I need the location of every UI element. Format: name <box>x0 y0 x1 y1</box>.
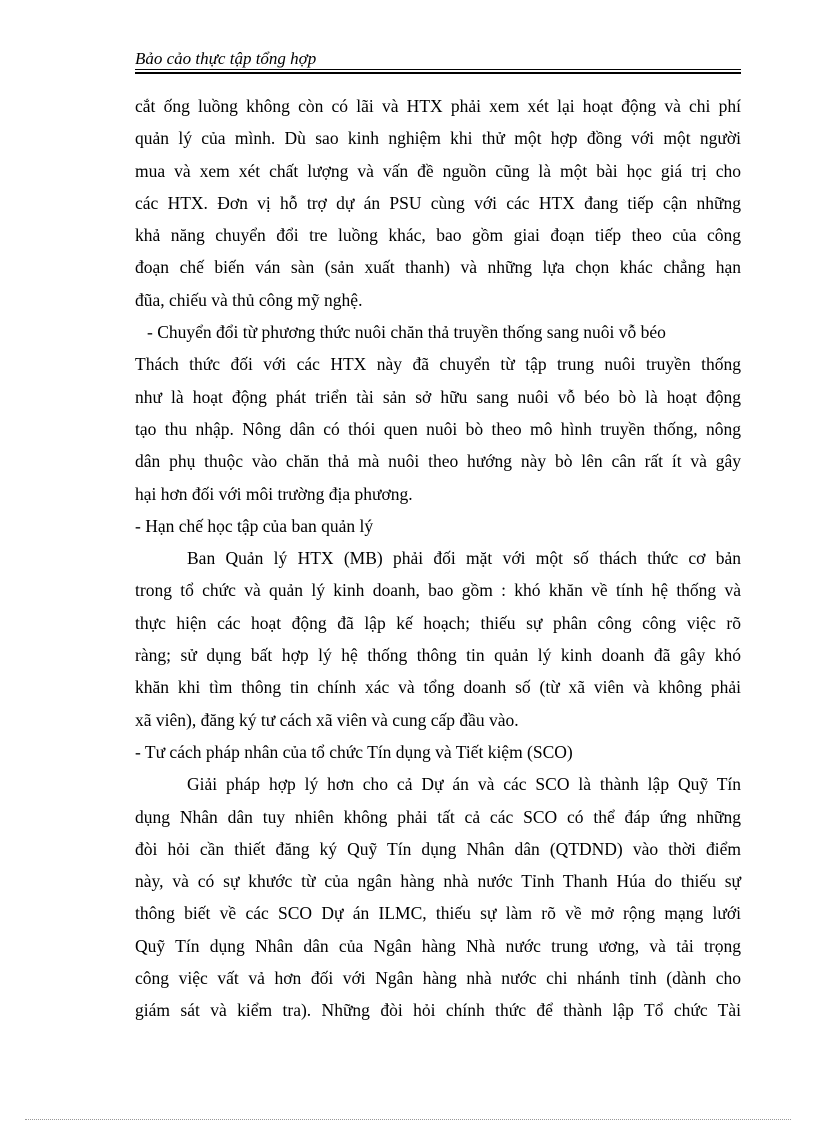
body-text-line: tạo thu nhập. Nông dân có thói quen nuôi bò theo mô hình truyền thống, nông <box>135 418 741 439</box>
body-text-line: Quỹ Tín dụng Nhân dân của Ngân hàng Nhà nước trung ương, và tải trọng <box>135 935 741 956</box>
body-text-line: đũa, chiếu và thủ công mỹ nghệ. <box>135 289 363 310</box>
body-text-line: các HTX. Đơn vị hỗ trợ dự án PSU cùng với các HTX đang tiếp cận những <box>135 192 741 213</box>
page-header-title: Bảo cảo thực tập tổng hợp <box>135 49 317 68</box>
body-text-line: đoạn chế biến ván sàn (sản xuất thanh) và những lựa chọn khác chẳng hạn <box>135 257 741 278</box>
body-text-line: này, và có sự khước từ của ngân hàng nhà nước Tỉnh Thanh Húa do thiếu sự <box>135 871 741 892</box>
document-body <box>135 90 741 1027</box>
body-text-line: Giải pháp hợp lý hơn cho cả Dự án và các SCO là thành lập Quỹ Tín <box>187 774 741 795</box>
body-text-line: quản lý của mình. Dù sao kinh nghiệm khi thử một hợp đồng với một người <box>135 128 741 149</box>
body-text-line: dụng Nhân dân tuy nhiên không phải tất cả các SCO có thể đáp ứng những <box>135 806 741 827</box>
body-text-line: khả năng chuyển đổi tre luồng khác, bao gồm giai đoạn tiếp theo của công <box>135 225 741 246</box>
body-text-line: ràng; sử dụng bất hợp lý hệ thống thông tin quản lý kinh doanh đã gây khó <box>135 645 741 666</box>
footer-dotted-rule <box>25 1119 791 1120</box>
body-text-line: hại hơn đối với môi trường địa phương. <box>135 483 413 504</box>
header-rule-thick <box>135 72 741 74</box>
body-text-line: thực hiện các hoạt động đã lập kế hoạch; thiếu sự phân công công việc rõ <box>135 612 741 633</box>
body-text-line: giám sát và kiểm tra). Những đòi hỏi chính thức để thành lập Tổ chức Tài <box>135 1000 741 1021</box>
body-text-line: như là hoạt động phát triển tài sản sở hữu sang nuôi vỗ béo bò là hoạt động <box>135 386 741 407</box>
body-text-line: Thách thức đối với các HTX này đã chuyển từ tập trung nuôi truyền thống <box>135 354 741 375</box>
body-text-line: xã viên), đăng ký tư cách xã viên và cung cấp đầu vào. <box>135 709 519 730</box>
body-text-line: - Chuyển đổi từ phương thức nuôi chăn thả truyền thống sang nuôi vỗ béo <box>147 322 666 343</box>
body-text-line: trong tổ chức và quản lý kinh doanh, bao gồm : khó khăn về tính hệ thống và <box>135 580 741 601</box>
body-text-line: - Tư cách pháp nhân của tổ chức Tín dụng và Tiết kiệm (SCO) <box>135 741 573 762</box>
body-text-line: Ban Quản lý HTX (MB) phải đối mặt với một số thách thức cơ bản <box>187 548 741 569</box>
body-text-line: dân phụ thuộc vào chăn thả mà nuôi theo hướng này bò lên cân rất ít và gây <box>135 451 741 472</box>
body-text-line: mua và xem xét chất lượng và vấn đề nguồn cũng là một bài học giá trị cho <box>135 160 741 181</box>
body-text-line: đòi hỏi cần thiết đăng ký Quỹ Tín dụng Nhân dân (QTDND) vào thời điểm <box>135 838 741 859</box>
body-text-line: công việc vất vả hơn đối với Ngân hàng nhà nước chi nhánh tỉnh (dành cho <box>135 968 741 989</box>
body-text-line: thông biết về các SCO Dự án ILMC, thiếu sự làm rõ về mở rộng mạng lưới <box>135 903 741 924</box>
body-text-line: cắt ống luồng không còn có lãi và HTX phải xem xét lại hoạt động và chi phí <box>135 96 741 116</box>
body-text-line: - Hạn chế học tập của ban quản lý <box>135 515 374 536</box>
header-rule-thin <box>135 69 741 70</box>
body-text-line: khăn khi tìm thông tin chính xác và tổng doanh số (từ xã viên và không phải <box>135 677 741 698</box>
